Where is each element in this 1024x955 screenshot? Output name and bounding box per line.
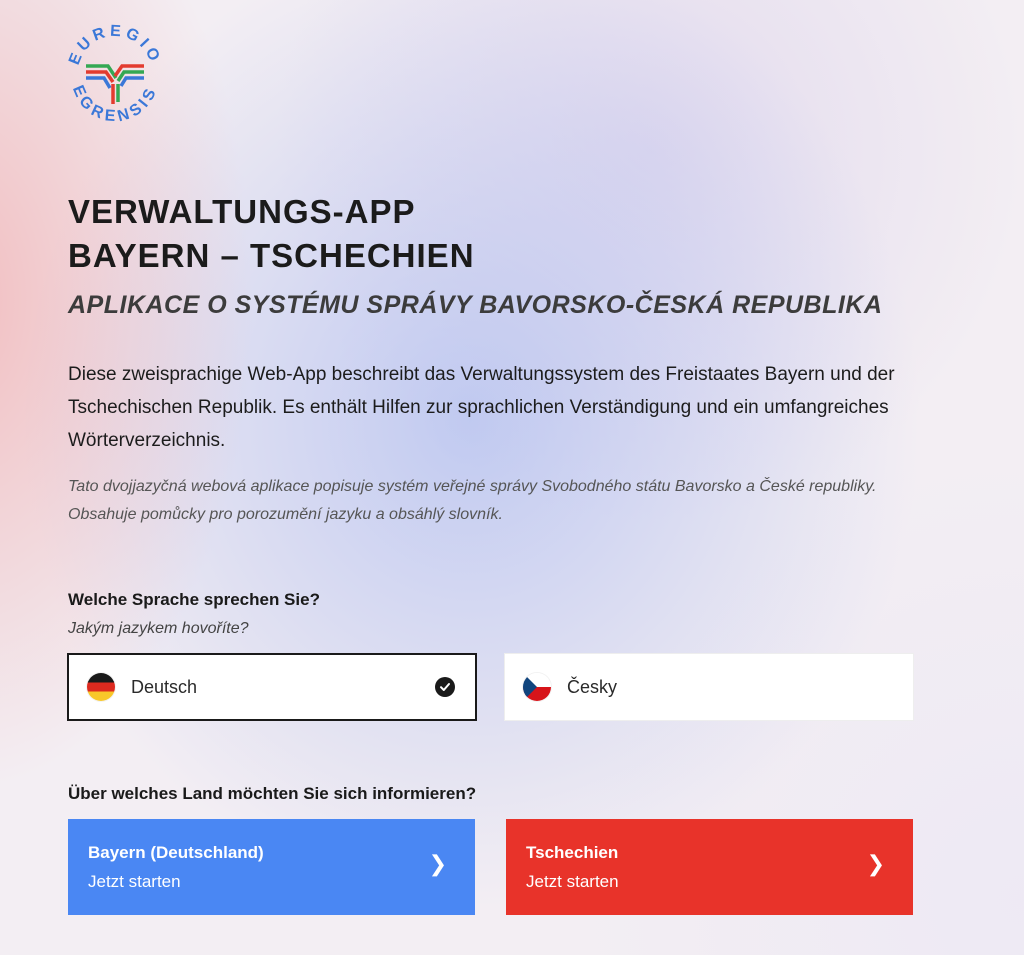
page-subtitle-cz: APLIKACE O SYSTÉMU SPRÁVY BAVORSKO-ČESKÁ REPUBLIKA [68,291,883,319]
title-line-2: BAYERN – TSCHECHIEN [68,237,475,274]
chevron-right-icon: ❯ [428,851,447,876]
country-button-tschechien[interactable] [506,819,913,915]
country-question-label: Über welches Land möchten Sie sich informieren? [68,784,477,803]
language-option-label: Česky [567,676,618,697]
language-option-label: Deutsch [131,676,198,697]
page-title [68,190,475,278]
country-button-subtitle: Jetzt starten [526,872,619,891]
svg-text:EUREGIO: EUREGIO [65,22,165,68]
language-option-cesky[interactable] [504,653,914,721]
country-button-title: Bayern (Deutschland) [88,843,264,862]
euregio-egrensis-logo [60,18,170,128]
czech-flag-icon [523,673,551,701]
country-button-subtitle: Jetzt starten [88,872,181,891]
language-question-label: Welche Sprache sprechen Sie? [68,590,320,609]
country-button-title: Tschechien [526,843,619,862]
title-line-1: VERWALTUNGS-APP [68,193,416,230]
description-de: Diese zweisprachige Web-App beschreibt das Verwaltungssystem des Freistaates Bayern und der Tschechischen Republik. Es enthält Hilfen zur sprachlichen Verständigung und ein umfangreiches Wörterverzeichnis. [68,364,895,451]
german-flag-icon [87,673,115,701]
language-question-label-cz: Jakým jazykem hovoříte? [68,620,249,637]
svg-text:EGRENSIS: EGRENSIS [68,83,162,126]
language-option-deutsch[interactable] [67,653,477,721]
checkmark-icon [435,677,455,697]
country-button-bayern[interactable] [68,819,475,915]
chevron-right-icon: ❯ [866,851,885,876]
description-cz: Tato dvojjazyčná webová aplikace popisuje systém veřejné správy Svobodného státu Bavorsko a České republiky. Obsahuje pomůcky pro porozumění jazyku a obsáhlý slovník. [68,478,877,523]
